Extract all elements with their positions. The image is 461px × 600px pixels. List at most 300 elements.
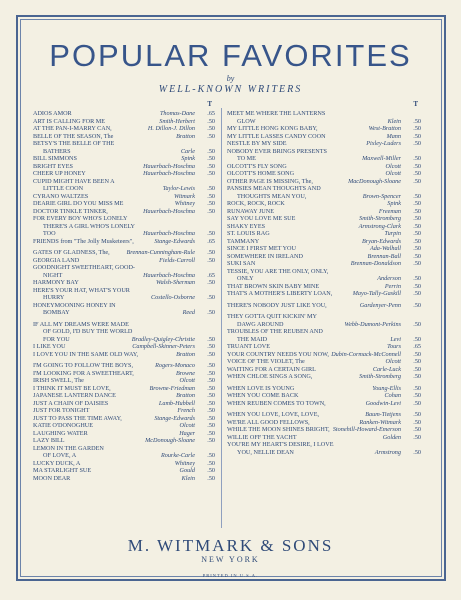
- song-title: ART IS CALLING FOR ME Smith-Herbert: [33, 117, 195, 125]
- song-entry: [33, 392, 215, 400]
- song-entry: [33, 467, 215, 475]
- song-writers: McDonough-Sloane: [145, 437, 195, 444]
- song-title: HERE'S YOUR HAT, WHAT'S YOUR: [33, 286, 130, 294]
- song-writers: H. Dillon-J. Dillon: [147, 125, 195, 132]
- song-price: .50: [413, 200, 421, 207]
- song-price: .50: [413, 237, 421, 245]
- song-price: .50: [207, 256, 215, 264]
- song-title: SINCE I FIRST MET YOU Ada-Walhall: [227, 245, 401, 252]
- song-price: .50: [207, 343, 215, 350]
- song-title: THEY GOTTA QUIT KICKIN' MY: [227, 313, 317, 320]
- song-writers: Browne: [175, 369, 195, 377]
- song-price: .50: [207, 335, 215, 343]
- song-entry: [33, 475, 215, 483]
- song-price: .50: [413, 245, 421, 252]
- song-entry: [227, 110, 421, 125]
- song-title: ONLY Anderson: [237, 275, 401, 282]
- song-title: THERE'S A GIRL WHO'S LONELY: [43, 222, 136, 230]
- song-title: SUKI SAN Brennan-Donaldson: [227, 260, 401, 267]
- song-title: THE MAID Levi: [237, 335, 401, 343]
- song-title: YOU, NELLIE DEAN Armstrong: [237, 448, 401, 456]
- song-title: SAY YOU LOVE ME SUE Smith-Stromberg: [227, 215, 401, 222]
- song-entry: [227, 148, 421, 163]
- song-writers: Olcott: [385, 170, 401, 177]
- song-list-left: [33, 101, 215, 482]
- song-title: KATIE O'DONOGHUE Olcott: [33, 422, 195, 429]
- song-title: CYRANO WALTZES Witmark: [33, 192, 195, 200]
- song-entry: [227, 400, 421, 408]
- song-title: IRISH SWELL, The Olcott: [33, 377, 195, 384]
- page-subtitle: WELL-KNOWN WRITERS: [158, 84, 303, 95]
- song-title: YOU'RE MY HEART'S DESIRE, I LOVE: [227, 441, 334, 448]
- song-writers: Carle-Luck: [372, 365, 401, 373]
- song-title: WILLIE OFF THE YACHT Golden: [227, 433, 401, 441]
- song-price: .65: [413, 343, 421, 350]
- song-title: I THINK IT MUST BE LOVE, Browne-Friedman: [33, 384, 195, 392]
- song-writers: Golden: [382, 433, 401, 441]
- song-title: TRUANT LOVE Tours: [227, 343, 401, 350]
- song-title: ROCK, ROCK, ROCK Spink: [227, 200, 401, 207]
- song-price: .50: [413, 155, 421, 162]
- song-entry: [33, 193, 215, 201]
- song-title: MA STARLIGHT SUE Gould: [33, 467, 195, 474]
- song-title: MY LITTLE HONG KONG BABY, West-Bratton: [227, 125, 401, 132]
- song-writers: Olcott: [385, 162, 401, 170]
- song-price: .50: [413, 448, 421, 456]
- song-writers: Costello-Osborne: [151, 294, 195, 301]
- song-title: BETSY'S THE BELLE OF THE: [33, 140, 115, 147]
- song-writers: Gould: [179, 467, 195, 474]
- price-header-right: T: [413, 100, 418, 108]
- song-entry: [227, 208, 421, 216]
- song-title: WE'RE ALL GOOD FELLOWS, Ranken-Witmark: [227, 418, 401, 426]
- song-writers: Whitney: [174, 200, 195, 207]
- song-price: .50: [207, 117, 215, 125]
- song-writers: Turpin: [384, 230, 401, 237]
- song-title: WHEN REUBEN COMES TO TOWN, Goodwin-Levi: [227, 399, 401, 407]
- song-entry: [33, 422, 215, 430]
- song-entry: [227, 351, 421, 359]
- song-writers: Smith-Herbert: [159, 117, 195, 125]
- song-entry: [33, 321, 215, 344]
- song-entry: [227, 392, 421, 400]
- song-price: .50: [207, 162, 215, 170]
- song-writers: Hauerbach-Hoschna: [143, 207, 195, 215]
- publisher-name: M. WITMARK & SONS: [127, 536, 334, 555]
- song-writers: Brown-Spencer: [362, 192, 401, 200]
- song-price: .65: [207, 237, 215, 245]
- song-writers: Ranken-Witmark: [359, 418, 401, 426]
- song-title: NESTLE BY MY SIDE Pixley-Luders: [227, 140, 401, 147]
- song-entry: [227, 441, 421, 456]
- song-entry: [33, 249, 215, 257]
- song-writers: Smith-Stromberg: [359, 215, 401, 222]
- song-entry: [33, 140, 215, 155]
- song-writers: Bratton: [176, 350, 195, 358]
- song-entry: [33, 125, 215, 133]
- song-entry: [33, 302, 215, 317]
- song-entry: [227, 260, 421, 268]
- song-entry: [227, 385, 421, 393]
- song-price: .50: [413, 177, 421, 185]
- by-label: by: [226, 74, 235, 83]
- song-title: RUNAWAY JUNE Freeman: [227, 207, 401, 215]
- song-title: DOCTOR TINKLE TINKER, Hauerbach-Hoschna: [33, 207, 195, 215]
- song-writers: Dubin-Cormack-McConnell: [331, 350, 401, 358]
- song-writers: Walsh-Sherman: [156, 279, 195, 286]
- song-title: WHEN CHLOE SINGS A SONG, Smith-Stromberg: [227, 373, 401, 380]
- song-entry: [227, 200, 421, 208]
- song-writers: Brennan-Cunningham-Rule: [126, 249, 195, 256]
- song-price: .50: [413, 392, 421, 399]
- song-price: .50: [413, 170, 421, 177]
- song-writers: Armstrong-Clark: [358, 222, 401, 230]
- song-title: FOR YOU Bradley-Quigley-Christie: [43, 335, 195, 343]
- song-writers: Browne-Friedman: [149, 384, 195, 392]
- column-divider: [221, 108, 222, 528]
- song-title: JAPANESE LANTERN DANCE Bratton: [33, 392, 195, 399]
- song-list-right: [227, 101, 421, 456]
- song-title: DEARIE GIRL DO YOU MISS ME Whitney: [33, 200, 195, 207]
- song-title: JUST FOR TONIGHT French: [33, 407, 195, 414]
- song-writers: Rogers-Monaco: [155, 362, 195, 369]
- song-writers: Gardenyer-Penn: [359, 301, 401, 309]
- song-writers: Whitney: [174, 459, 195, 467]
- song-title: TO ME Maxwell-Miller: [237, 155, 401, 162]
- song-title: NOBODY EVER BRINGS PRESENTS: [227, 147, 327, 155]
- song-writers: Hauerbach-Hoschna: [143, 230, 195, 237]
- song-price: .50: [207, 377, 215, 384]
- song-entry: [33, 445, 215, 460]
- song-title: I LIKE YOU Campbell-Skinner-Peters: [33, 343, 195, 350]
- song-title: BATHERS Carle: [43, 147, 195, 155]
- song-title: MEET ME WHERE THE LANTERNS: [227, 110, 326, 117]
- song-price: .50: [207, 207, 215, 215]
- song-entry: [33, 343, 215, 351]
- song-entry: [227, 426, 421, 434]
- song-writers: Spink: [387, 200, 401, 207]
- song-title: LEMON IN THE GARDEN: [33, 444, 104, 452]
- song-writers: MacDonough-Sloane: [348, 177, 401, 185]
- song-entry: [227, 230, 421, 238]
- song-entry: [227, 245, 421, 253]
- song-title: SHAKY EYES Armstrong-Clark: [227, 222, 401, 230]
- song-title: PANSIES MEAN THOUGHTS AND: [227, 185, 321, 192]
- song-title: JUST A CHAIN OF DAISIES Lamb-Hubbell: [33, 399, 195, 407]
- song-writers: Brennan-Ball: [367, 252, 401, 260]
- song-entry: [33, 264, 215, 279]
- song-price: .50: [207, 467, 215, 474]
- song-title: BELLE OF THE SEASON, The Bratton: [33, 132, 195, 140]
- song-price: .50: [413, 132, 421, 140]
- song-entry: [33, 377, 215, 385]
- song-price: .50: [413, 373, 421, 380]
- song-entry: [227, 313, 421, 328]
- song-title: I'M LOOKING FOR A SWEETHEART, Browne: [33, 369, 195, 377]
- song-writers: Taylor-Lewis: [162, 185, 195, 192]
- song-entry: [227, 125, 421, 133]
- song-title: CHEER UP HONEY Hauerbach-Hoschna: [33, 170, 195, 177]
- song-title: BOMBAY Reed: [43, 309, 195, 316]
- song-price: .50: [207, 452, 215, 459]
- song-writers: Olcott: [179, 377, 195, 384]
- song-writers: Goodwin-Levi: [365, 399, 401, 407]
- song-entry: [33, 200, 215, 208]
- song-writers: Stange-Edwards: [154, 414, 195, 422]
- song-price: .50: [413, 365, 421, 373]
- song-price: .50: [413, 290, 421, 297]
- song-title: I LOVE YOU IN THE SAME OLD WAY, Bratton: [33, 350, 195, 358]
- song-entry: [33, 415, 215, 423]
- song-entry: [33, 257, 215, 265]
- song-price: .50: [207, 132, 215, 140]
- song-price: .50: [207, 392, 215, 399]
- song-entry: [33, 460, 215, 468]
- song-price: .50: [207, 474, 215, 482]
- song-title: MOON DEAR Klein: [33, 474, 195, 482]
- song-price: .50: [207, 170, 215, 177]
- price-header-left: T: [207, 100, 212, 108]
- song-price: .50: [413, 358, 421, 365]
- song-title: DAWG AROUND Webb-Dumont-Perkins: [237, 320, 401, 328]
- song-title: HONEYMOONING HONEY IN: [33, 301, 116, 309]
- song-price: .50: [207, 429, 215, 437]
- song-writers: Bratton: [176, 392, 195, 399]
- song-writers: Tours: [387, 343, 401, 350]
- song-price: .50: [413, 426, 421, 433]
- song-title: WHEN LOVE IS YOUNG Young-Ellis: [227, 384, 401, 392]
- song-title: TAMMANY Bryan-Edwards: [227, 237, 401, 245]
- song-title: TROUBLES OF THE REUBEN AND: [227, 328, 323, 335]
- song-writers: Rourke-Carle: [160, 452, 195, 459]
- song-price: .50: [207, 422, 215, 429]
- song-writers: Pixley-Luders: [366, 140, 401, 147]
- song-price: .50: [207, 185, 215, 192]
- song-writers: Bratton: [176, 132, 195, 140]
- song-writers: Stonehill-Howard-Emerson: [332, 426, 401, 433]
- song-title: CUPID MIGHT HAVE BEEN A: [33, 177, 115, 185]
- song-price: .50: [413, 215, 421, 222]
- song-title: LAZY BILL McDonough-Sloane: [33, 437, 195, 444]
- page-title: POPULAR FAVORITES: [49, 38, 412, 73]
- song-entry: [227, 283, 421, 291]
- song-title: THERE'S NOBODY JUST LIKE YOU, Gardenyer-Penn: [227, 301, 401, 309]
- song-entry: [227, 358, 421, 366]
- song-writers: Klein: [181, 474, 195, 482]
- song-title: JUST TO PASS THE TIME AWAY, Stange-Edwards: [33, 414, 195, 422]
- song-price: .50: [413, 140, 421, 147]
- song-entry: [227, 223, 421, 231]
- song-price: .50: [207, 279, 215, 286]
- song-entry: [227, 140, 421, 148]
- song-entry: [227, 238, 421, 246]
- song-price: .50: [207, 230, 215, 237]
- song-writers: Anderson: [377, 275, 401, 282]
- song-writers: Bryan-Edwards: [362, 237, 401, 245]
- song-entry: [227, 178, 421, 186]
- song-writers: Smith-Stromberg: [359, 373, 401, 380]
- song-title: AT THE PAN-I-MARRY CAN, H. Dillon-J. Dillon: [33, 125, 195, 132]
- song-writers: French: [177, 407, 195, 414]
- song-price: .50: [413, 275, 421, 282]
- song-writers: Witmark: [174, 192, 195, 200]
- song-entry: [33, 370, 215, 378]
- song-writers: Olcott: [385, 358, 401, 365]
- song-title: IF ALL MY DREAMS WERE MADE: [33, 320, 129, 328]
- song-title: YOUR COUNTRY NEEDS YOU NOW, Dubin-Cormack-McConnell: [227, 350, 401, 358]
- song-title: FRIENDS from "The Jolly Musketeers", Stange-Edwards: [33, 237, 195, 245]
- song-price: .50: [413, 222, 421, 230]
- song-title: WHILE THE MOON SHINES BRIGHT, Stonehill-Howard-Emerson: [227, 426, 401, 433]
- song-price: .50: [207, 309, 215, 316]
- song-price: .50: [413, 117, 421, 125]
- song-title: OTHER PAGE IS MISSING, The, MacDonough-Sloane: [227, 177, 401, 185]
- song-title: THOUGHTS MEAN YOU, Brown-Spencer: [237, 192, 401, 200]
- song-price: .65: [207, 271, 215, 279]
- song-title: OF LOVE, A Rourke-Carle: [43, 452, 195, 459]
- song-price: .50: [207, 192, 215, 200]
- song-writers: Hager: [179, 429, 195, 437]
- song-title: GATES OF GLADNESS, The, Brennan-Cunningham-Rule: [33, 249, 195, 256]
- song-writers: Webb-Dumont-Perkins: [344, 320, 401, 328]
- song-title: HARMONY BAY Walsh-Sherman: [33, 279, 195, 286]
- song-price: .50: [207, 384, 215, 392]
- song-writers: Mayo-Tally-Gaskill: [352, 290, 401, 297]
- song-price: .50: [413, 252, 421, 260]
- song-entry: [33, 178, 215, 193]
- song-entry: [227, 302, 421, 310]
- song-title: THAT'S A MOTHER'S LIBERTY LOAN, Mayo-Tally-Gaskill: [227, 290, 401, 297]
- song-writers: Reed: [182, 309, 195, 316]
- song-price: .50: [207, 147, 215, 155]
- song-price: .50: [413, 399, 421, 407]
- song-entry: [33, 407, 215, 415]
- song-price: .50: [413, 207, 421, 215]
- song-price: .50: [207, 414, 215, 422]
- song-writers: Campbell-Skinner-Peters: [132, 343, 195, 350]
- song-entry: [33, 208, 215, 216]
- song-title: SOMEWHERE IN IRELAND Brennan-Ball: [227, 252, 401, 260]
- song-entry: [227, 373, 421, 381]
- song-entry: [227, 133, 421, 141]
- song-writers: Freeman: [378, 207, 401, 215]
- song-entry: [33, 351, 215, 359]
- song-price: .50: [413, 282, 421, 290]
- song-writers: Ada-Walhall: [369, 245, 401, 252]
- song-title: ADIOS AMOR Thomas-Dane: [33, 110, 195, 117]
- song-title: BRIGHT EYES Hauerbach-Hoschna: [33, 162, 195, 170]
- song-writers: Cohan: [384, 392, 401, 399]
- song-entry: [33, 279, 215, 287]
- song-price: .50: [413, 350, 421, 358]
- song-entry: [227, 343, 421, 351]
- song-price: .50: [207, 200, 215, 207]
- song-writers: Fields-Carroll: [159, 256, 195, 264]
- song-entry: [33, 163, 215, 171]
- song-price: .50: [413, 192, 421, 200]
- song-title: VOICE OF THE VIOLET, The Olcott: [227, 358, 401, 365]
- song-writers: Bradley-Quigley-Christie: [131, 335, 195, 343]
- song-entry: [227, 366, 421, 374]
- song-entry: [227, 290, 421, 298]
- song-entry: [227, 268, 421, 283]
- song-price: .50: [413, 335, 421, 343]
- song-title: OLCOTT'S HOME SONG Olcott: [227, 170, 401, 177]
- song-entry: [33, 170, 215, 178]
- song-price: .50: [207, 399, 215, 407]
- song-writers: Spink: [181, 155, 195, 162]
- song-price: .50: [413, 411, 421, 418]
- song-entry: [33, 430, 215, 438]
- song-writers: Klein: [387, 117, 401, 125]
- song-price: .50: [207, 362, 215, 369]
- song-title: GEORGIA LAND Fields-Carroll: [33, 256, 195, 264]
- song-price: .50: [413, 162, 421, 170]
- song-writers: Lamb-Hubbell: [158, 399, 195, 407]
- song-writers: Hauerbach-Hoschna: [143, 170, 195, 177]
- song-entry: [33, 155, 215, 163]
- song-title: HURRY Costello-Osborne: [43, 294, 195, 301]
- song-writers: Baum-Tietjens: [365, 411, 401, 418]
- song-title: WHEN YOU COME BACK Cohan: [227, 392, 401, 399]
- song-entry: [227, 419, 421, 427]
- song-price: .50: [413, 418, 421, 426]
- song-title: LITTLE COON Taylor-Lewis: [43, 185, 195, 192]
- publisher-city: NEW YORK: [201, 555, 260, 564]
- song-entry: [33, 437, 215, 445]
- song-price: .50: [413, 320, 421, 328]
- song-title: THAT BROWN SKIN BABY MINE Perrin: [227, 282, 401, 290]
- song-entry: [33, 287, 215, 302]
- song-writers: Young-Ellis: [372, 384, 401, 392]
- song-price: .50: [207, 350, 215, 358]
- song-entry: [227, 215, 421, 223]
- song-price: .50: [207, 249, 215, 256]
- song-entry: [227, 170, 421, 178]
- song-writers: Levi: [390, 335, 401, 343]
- song-entry: [33, 215, 215, 238]
- song-entry: [227, 328, 421, 343]
- song-entry: [33, 133, 215, 141]
- song-price: .50: [207, 294, 215, 301]
- song-writers: Maxwell-Miller: [362, 155, 401, 162]
- song-title: LUCKY DUCK, A Whitney: [33, 459, 195, 467]
- song-title: FOR EVERY BOY WHO'S LONELY: [33, 215, 128, 222]
- song-price: .50: [413, 384, 421, 392]
- song-writers: Thomas-Dane: [159, 110, 195, 117]
- song-entry: [227, 163, 421, 171]
- song-entry: [227, 253, 421, 261]
- song-price: .50: [413, 433, 421, 441]
- printed-note: PRINTED IN U.S.A.: [202, 573, 259, 578]
- song-writers: Olcott: [179, 422, 195, 429]
- song-price: .50: [413, 230, 421, 237]
- song-price: .50: [207, 459, 215, 467]
- song-price: .50: [413, 125, 421, 132]
- song-entry: [227, 411, 421, 419]
- song-writers: Hauerbach-Hoschna: [143, 271, 195, 279]
- song-title: LAUGHING WATER Hager: [33, 429, 195, 437]
- song-entry: [33, 118, 215, 126]
- song-writers: Mann: [386, 132, 401, 140]
- song-title: WAITING FOR A CERTAIN GIRL Carle-Luck: [227, 365, 401, 373]
- song-title: WHEN YOU LOVE, LOVE, LOVE, Baum-Tietjens: [227, 411, 401, 418]
- song-title: NIGHT Hauerbach-Hoschna: [43, 271, 195, 279]
- song-price: .50: [413, 301, 421, 309]
- song-price: .50: [207, 407, 215, 414]
- song-entry: [227, 434, 421, 442]
- song-price: .50: [413, 260, 421, 267]
